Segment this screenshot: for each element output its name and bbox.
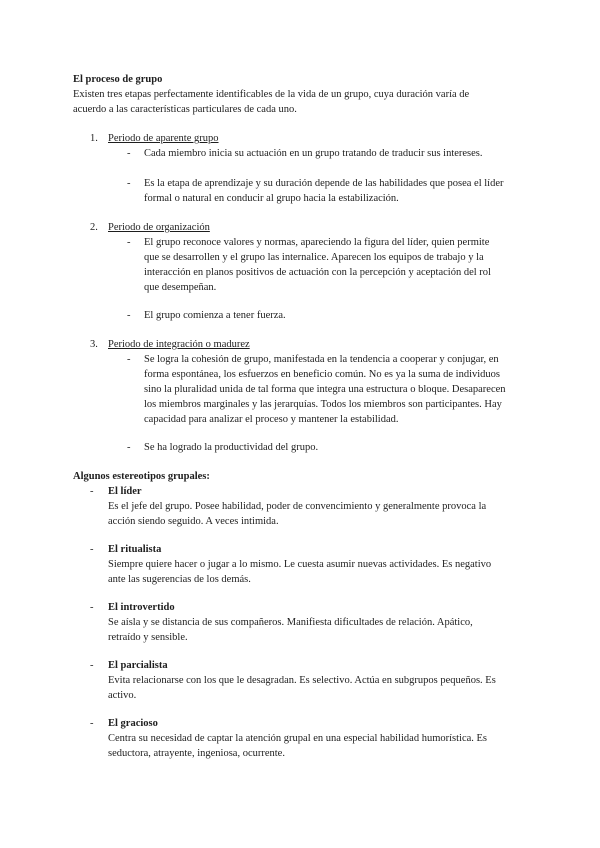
bullet-line: interacción en planos positivos de actuación con la percepción y aceptación del rol bbox=[144, 267, 491, 278]
stage-name: Periodo de aparente grupo bbox=[108, 133, 219, 144]
dash-marker: - bbox=[127, 178, 131, 189]
dash-marker: - bbox=[127, 148, 131, 159]
stage-name: Periodo de organización bbox=[108, 222, 210, 233]
stereotype-name: El ritualista bbox=[108, 544, 162, 555]
stereotype-name: El líder bbox=[108, 486, 142, 497]
bullet-line: El grupo comienza a tener fuerza. bbox=[144, 310, 286, 321]
bullet-line: que se desarrollen y el grupo las internalice. Aparecen los equipos de trabajo y la bbox=[144, 252, 484, 263]
bullet-line: sino la pluralidad unida de tal forma que integra una estructura o bloque. Desaparecen bbox=[144, 384, 506, 395]
stereotype-name: El introvertido bbox=[108, 602, 175, 613]
stereotypes-heading: Algunos estereotipos grupales: bbox=[73, 471, 210, 482]
dash-marker: - bbox=[90, 660, 94, 671]
bullet-line: que desempeñan. bbox=[144, 282, 217, 293]
stereotype-line: ante las sugerencias de los demás. bbox=[108, 574, 251, 585]
dash-marker: - bbox=[127, 442, 131, 453]
bullet-item bbox=[127, 440, 527, 455]
bullet-line: forma espontánea, los esfuerzos en beneficio común. No es ya la suma de individuos bbox=[144, 369, 501, 380]
stereotype-item bbox=[90, 600, 530, 645]
bullet-item bbox=[127, 235, 527, 295]
stereotype-line: acción siendo seguido. A veces intimida. bbox=[108, 516, 279, 527]
bullet-item bbox=[127, 352, 527, 427]
bullet-line: los miembros marginales y las jerarquías. Todos los miembros son participantes. Hay bbox=[144, 399, 502, 410]
bullet-line: capacidad para analizar el proceso y mantener la estabilidad. bbox=[144, 414, 399, 425]
dash-marker: - bbox=[127, 310, 131, 321]
dash-marker: - bbox=[90, 602, 94, 613]
bullet-line: Se logra la cohesión de grupo, manifestada en la tendencia a cooperar y conjugar, en bbox=[144, 354, 499, 365]
stereotype-item bbox=[90, 484, 530, 529]
bullet-item bbox=[127, 146, 527, 161]
stage-number: 1. bbox=[90, 133, 98, 144]
bullet-item bbox=[127, 176, 527, 206]
dash-marker: - bbox=[90, 544, 94, 555]
bullet-item bbox=[127, 308, 527, 323]
bullet-line: Es la etapa de aprendizaje y su duración depende de las habilidades que posea el líder bbox=[144, 178, 504, 189]
bullet-line: Cada miembro inicia su actuación en un grupo tratando de traducir sus intereses. bbox=[144, 148, 483, 159]
dash-marker: - bbox=[127, 354, 131, 365]
stereotype-line: Centra su necesidad de captar la atención grupal en una especial habilidad humorística. Es bbox=[108, 733, 488, 744]
stereotype-line: Es el jefe del grupo. Posee habilidad, poder de convencimiento y generalmente provoca la bbox=[108, 501, 487, 512]
stage-name: Periodo de integración o madurez bbox=[108, 339, 250, 350]
stereotype-line: Evita relacionarse con los que le desagradan. Es selectivo. Actúa en subgrupos pequeños. Es bbox=[108, 675, 496, 686]
stage-heading bbox=[90, 131, 219, 146]
dash-marker: - bbox=[90, 486, 94, 497]
page-title: El proceso de grupo bbox=[73, 74, 163, 85]
stereotype-line: Se aísla y se distancia de sus compañeros. Manifiesta dificultades de relación. Apático, bbox=[108, 617, 473, 628]
stereotype-item bbox=[90, 716, 530, 761]
stereotype-line: retraído y sensible. bbox=[108, 632, 188, 643]
bullet-line: formal o natural en conducir al grupo hacia la estabilización. bbox=[144, 193, 399, 204]
intro-paragraph bbox=[73, 87, 513, 117]
stereotype-name: El gracioso bbox=[108, 718, 158, 729]
intro-line: Existen tres etapas perfectamente identificables de la vida de un grupo, cuya duración varía de bbox=[73, 89, 470, 100]
stereotype-item bbox=[90, 658, 530, 703]
stage-heading bbox=[90, 337, 250, 352]
stereotype-line: seductora, atrayente, ingeniosa, ocurrente. bbox=[108, 748, 285, 759]
stage-number: 2. bbox=[90, 222, 98, 233]
bullet-line: El grupo reconoce valores y normas, apareciendo la figura del líder, quien permite bbox=[144, 237, 490, 248]
stereotype-line: activo. bbox=[108, 690, 137, 701]
stereotype-line: Siempre quiere hacer o jugar a lo mismo. Le cuesta asumir nuevas actividades. Es negativo bbox=[108, 559, 492, 570]
dash-marker: - bbox=[90, 718, 94, 729]
stage-number: 3. bbox=[90, 339, 98, 350]
dash-marker: - bbox=[127, 237, 131, 248]
stereotype-item bbox=[90, 542, 530, 587]
intro-line: acuerdo a las características particulares de cada uno. bbox=[73, 104, 297, 115]
stereotype-name: El parcialista bbox=[108, 660, 168, 671]
bullet-line: Se ha logrado la productividad del grupo. bbox=[144, 442, 319, 453]
stage-heading bbox=[90, 220, 210, 235]
